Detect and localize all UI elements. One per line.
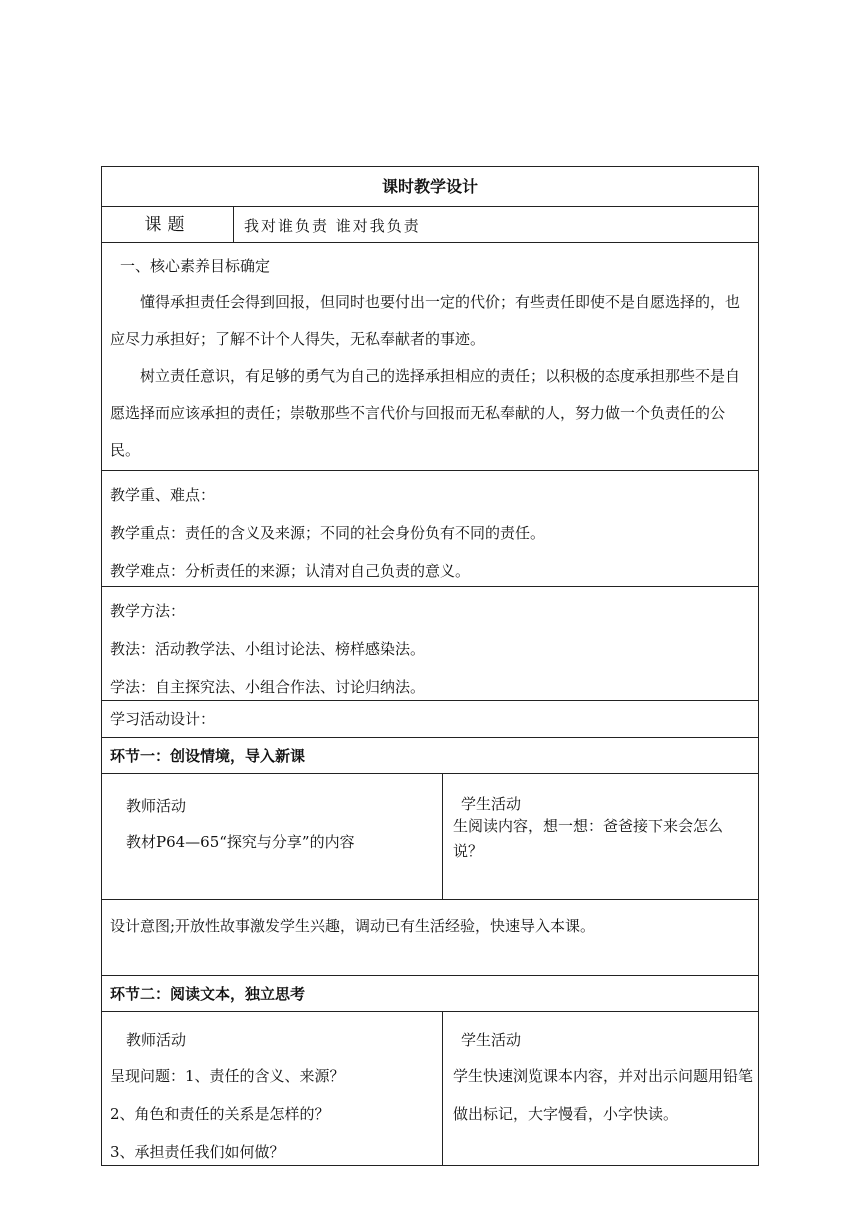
goals-section	[102, 242, 758, 470]
step2-title: 环节二：阅读文本，独立思考	[102, 975, 758, 1011]
step2-student-cell	[443, 1012, 758, 1165]
focus-difficult-points: 教学难点：分析责任的来源；认清对自己负责的意义。	[110, 562, 471, 580]
methods-section	[102, 586, 758, 700]
activity-design-heading: 学习活动设计：	[110, 710, 216, 728]
methods-heading: 教学方法：	[110, 602, 186, 620]
step1-student-cell	[443, 774, 758, 899]
step1-teacher-text: 教材P64—65“探究与分享”的内容	[126, 833, 355, 851]
step1-teacher-label: 教师活动	[126, 797, 187, 815]
activity-design-row	[102, 700, 758, 737]
step2-activities	[102, 1011, 758, 1165]
step2-student-label: 学生活动	[461, 1031, 522, 1049]
learning-method: 学法：自主探究法、小组合作法、讨论归纳法。	[110, 678, 426, 696]
focus-section	[102, 470, 758, 586]
step1-title: 环节一：创设情境，导入新课	[102, 737, 758, 773]
step1-student-label: 学生活动	[461, 795, 522, 813]
goals-paragraph-1: 懂得承担责任会得到回报，但同时也要付出一定的代价；有些责任即使不是自愿选择的，也应尽力承担好；了解不计个人得失，无私奉献者的事迹。	[110, 293, 741, 348]
focus-heading: 教学重、难点：	[110, 486, 216, 504]
step1-intent-row	[102, 899, 758, 975]
lesson-plan-page	[101, 166, 759, 1166]
step1-student-text: 生阅读内容，想一想：爸爸接下来会怎么说？	[453, 817, 724, 860]
goals-paragraph-2: 树立责任意识，有足够的勇气为自己的选择承担相应的责任；以积极的态度承担那些不是自愿选择而应该承担的责任；崇敬那些不言代价与回报而无私奉献的人，努力做一个负责任的公民。	[110, 367, 741, 459]
teaching-method: 教法：活动教学法、小组讨论法、榜样感染法。	[110, 640, 426, 658]
step2-student-text: 学生快速浏览课本内容，并对出示问题用铅笔做出标记，大字慢看，小字快读。	[453, 1067, 754, 1123]
lesson-plan-table	[101, 166, 759, 1166]
step2-question-2: 2、角色和责任的关系是怎样的？	[110, 1105, 330, 1123]
step1-intent: 设计意图;开放性故事激发学生兴趣，调动已有生活经验，快速导入本课。	[110, 917, 596, 935]
step2-question-3: 3、承担责任我们如何做？	[110, 1143, 285, 1161]
goals-heading: 一、核心素养目标确定	[120, 257, 271, 275]
topic-label: 课题	[102, 207, 234, 242]
step2-teacher-cell	[102, 1012, 443, 1165]
step2-question-1: 呈现问题：1、责任的含义、来源？	[110, 1067, 345, 1085]
focus-key-points: 教学重点：责任的含义及来源；不同的社会身份负有不同的责任。	[110, 524, 546, 542]
step2-teacher-label: 教师活动	[126, 1031, 187, 1049]
step1-teacher-cell	[102, 774, 443, 899]
topic-row	[102, 206, 758, 242]
topic-value: 我对谁负责 谁对我负责	[244, 217, 421, 235]
document-title: 课时教学设计	[381, 177, 478, 196]
step1-activities	[102, 773, 758, 899]
